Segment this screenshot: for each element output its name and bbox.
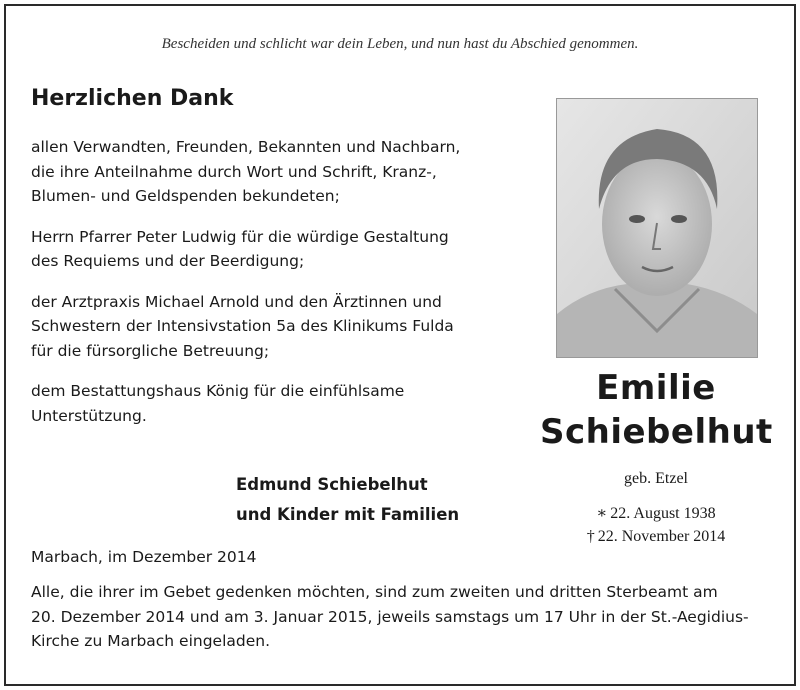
thanks-paragraph (31, 290, 521, 364)
text-line: Alle, die ihrer im Gebet gedenken möchten, sind zum zweiten und dritten Sterbeamt am (31, 583, 718, 601)
place-date: Marbach, im Dezember 2014 (31, 548, 257, 566)
text-line: Blumen- und Geldspenden bekundeten; (31, 187, 340, 205)
text-line: Herrn Pfarrer Peter Ludwig für die würdige Gestaltung (31, 227, 449, 246)
text-line: 20. Dezember 2014 und am 3. Januar 2015, jeweils samstags um 17 Uhr in der St.-Aegidius- (31, 607, 749, 626)
cross-icon: † (586, 528, 595, 545)
death-date: 22. November 2014 (597, 528, 726, 545)
maiden-name: geb. Etzel (624, 470, 688, 487)
birth-line (540, 502, 772, 525)
thanks-paragraph (31, 135, 521, 209)
last-name: Schiebelhut (540, 412, 773, 452)
motto: Bescheiden und schlicht war dein Leben, und nun hast du Abschied genommen. (161, 36, 639, 52)
thanks-paragraph (31, 225, 521, 274)
text-line: der Arztpraxis Michael Arnold und den Ärztinnen und (31, 292, 442, 311)
thanks-text (31, 135, 521, 444)
birth-date: 22. August 1938 (610, 505, 716, 522)
text-line: die ihre Anteilnahme durch Wort und Schrift, Kranz-, (31, 162, 437, 181)
text-line: Kirche zu Marbach eingeladen. (31, 632, 271, 650)
signature (236, 470, 459, 530)
portrait-image (557, 99, 757, 357)
deceased-info (540, 366, 772, 548)
thanks-paragraph (31, 379, 521, 428)
text-line: dem Bestattungshaus König für die einfühlsame (31, 382, 405, 400)
first-name: Emilie (596, 368, 716, 408)
text-line: für die fürsorgliche Betreuung; (31, 341, 270, 360)
text-line: allen Verwandten, Freunden, Bekannten und Nachbarn, (31, 138, 461, 156)
text-line: Schwestern der Intensivstation 5a des Klinikums Fulda (31, 317, 454, 335)
text-line: des Requiems und der Beerdigung; (31, 252, 305, 270)
portrait-photo (556, 98, 758, 358)
signature-line: Edmund Schiebelhut (236, 475, 428, 494)
text-line: Unterstützung. (31, 406, 147, 425)
death-line (540, 525, 772, 548)
closing-text (31, 580, 776, 654)
life-dates (540, 502, 772, 548)
birth-star-icon: ∗ (596, 505, 608, 522)
heading: Herzlichen Dank (31, 86, 234, 111)
signature-line: und Kinder mit Familien (236, 505, 460, 524)
